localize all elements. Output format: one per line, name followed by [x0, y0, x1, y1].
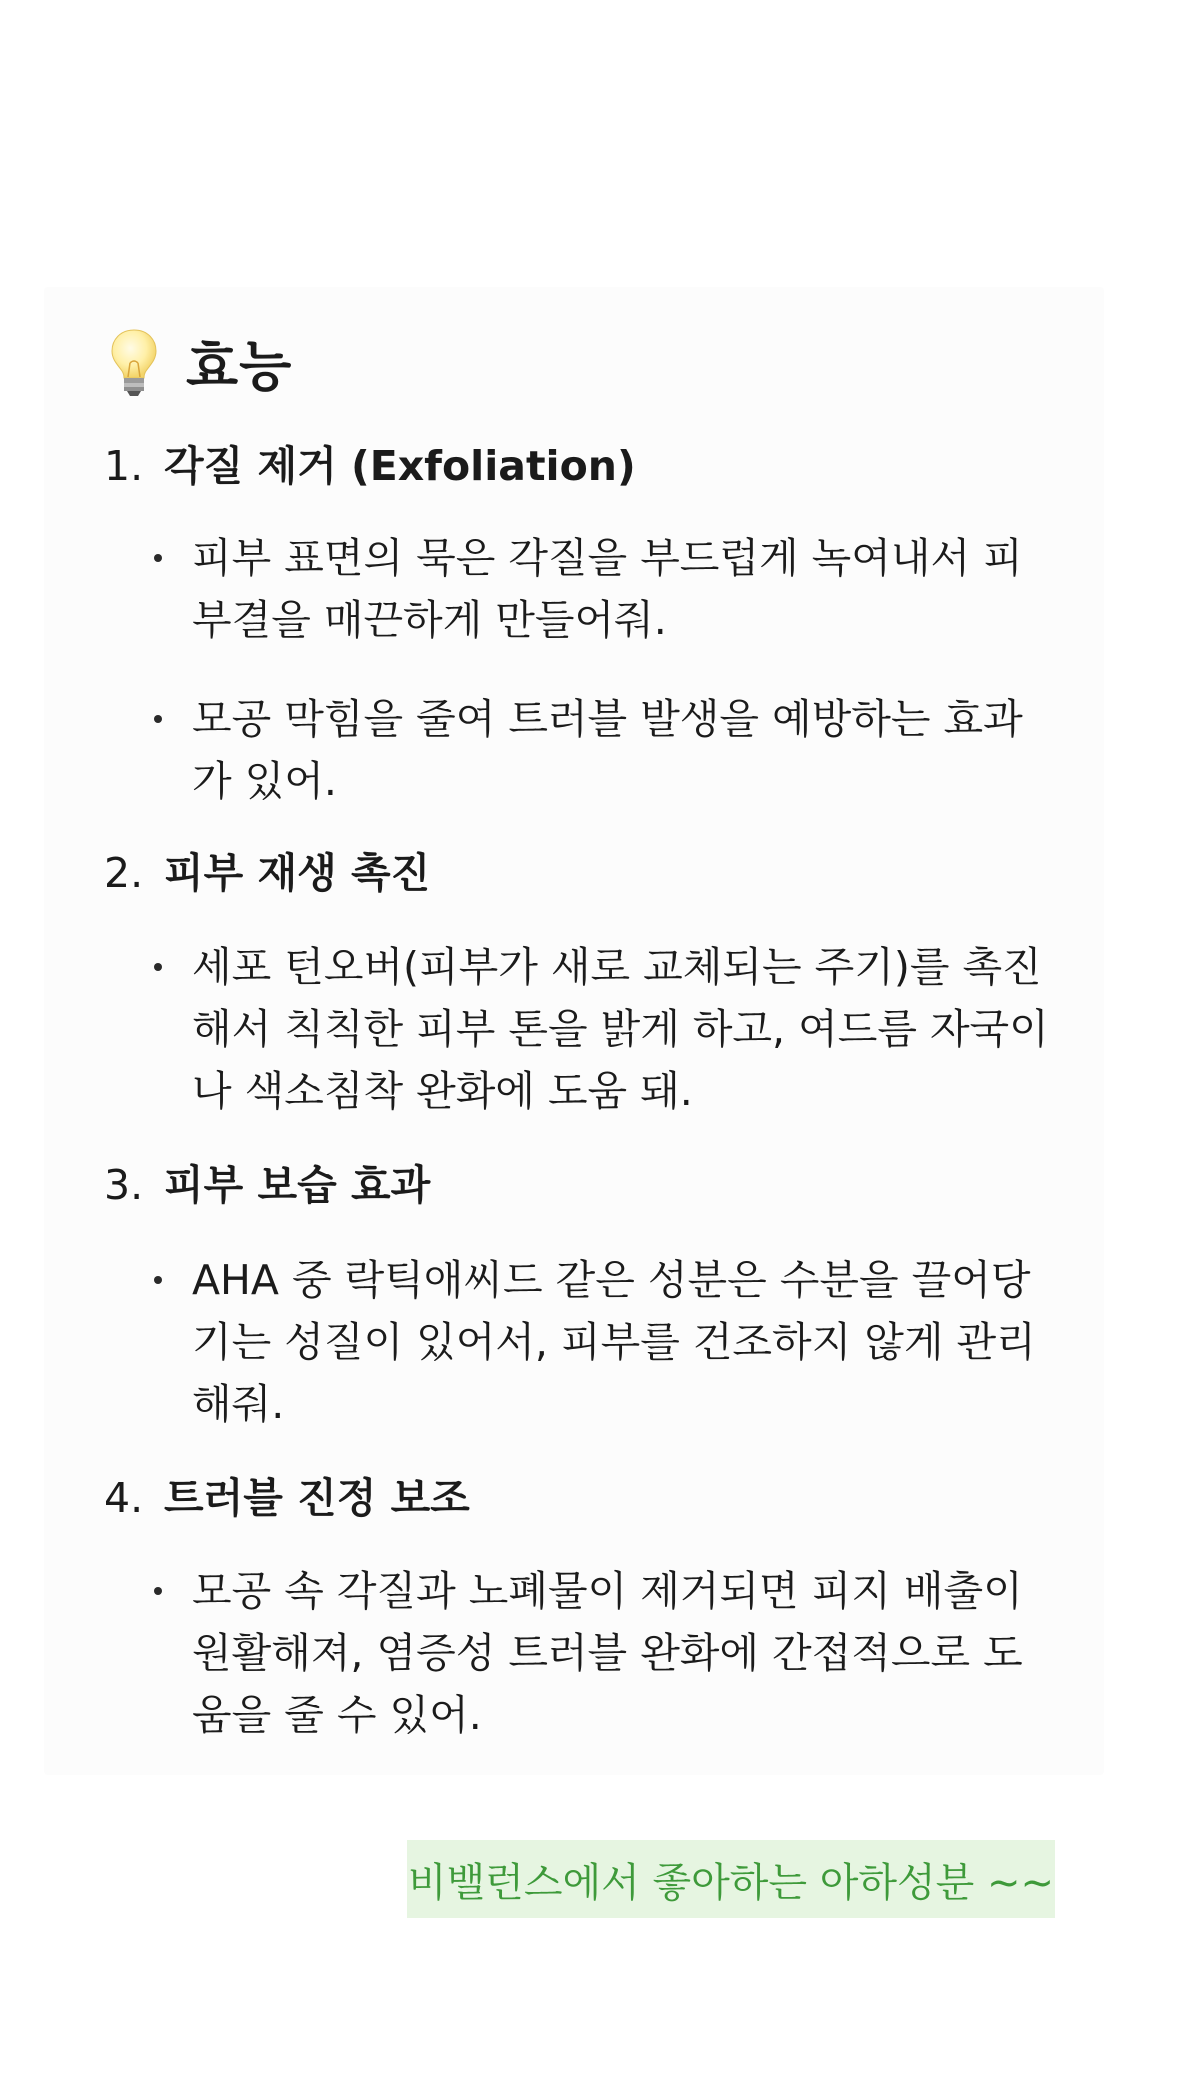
text-line: 피부 표면의 묵은 각질을 부드럽게 녹여내서 피 [192, 534, 1023, 582]
bullet-dot [154, 1276, 162, 1284]
section-number: 4. [104, 1474, 144, 1522]
bullet-dot [154, 554, 162, 562]
bullet-dot [154, 1587, 162, 1595]
text-line: 모공 막힘을 줄여 트러블 발생을 예방하는 효과 [192, 695, 1023, 743]
bullet-dot [154, 963, 162, 971]
text-line: 기는 성질이 있어서, 피부를 건조하지 않게 관리 [192, 1318, 1036, 1366]
text-line: AHA 중 락틱애씨드 같은 성분은 수분을 끌어당 [192, 1256, 1031, 1304]
text-line: 해줘. [192, 1380, 285, 1428]
lightbulb-icon [108, 327, 160, 397]
bullet-dot [154, 715, 162, 723]
section-number: 1. [104, 442, 144, 490]
text-line: 움을 줄 수 있어. [192, 1691, 482, 1739]
section-title-4 [104, 1468, 470, 1528]
text-line: 부결을 매끈하게 만들어줘. [192, 596, 667, 644]
section-title-text: 트러블 진정 보조 [164, 1474, 470, 1522]
section-title-2 [104, 843, 430, 903]
text-line: 가 있어. [192, 757, 337, 805]
section-title-1 [104, 436, 636, 496]
text-line: 세포 턴오버(피부가 새로 교체되는 주기)를 촉진 [192, 943, 1042, 991]
highlight-banner: 비밸런스에서 좋아하는 아하성분 ~~ [407, 1840, 1055, 1918]
section-heading [108, 322, 292, 402]
section-title-text: 피부 재생 촉진 [164, 849, 431, 897]
section-title-text: 피부 보습 효과 [164, 1161, 431, 1209]
text-line: 모공 속 각질과 노폐물이 제거되면 피지 배출이 [192, 1567, 1023, 1615]
heading-title: 효능 [186, 334, 293, 398]
section-number: 2. [104, 849, 144, 897]
text-line: 해서 칙칙한 피부 톤을 밝게 하고, 여드름 자국이 [192, 1005, 1049, 1053]
text-line: 원활해져, 염증성 트러블 완화에 간접적으로 도 [192, 1629, 1023, 1677]
section-title-3 [104, 1155, 430, 1215]
text-line: 나 색소침착 완화에 도움 돼. [192, 1067, 693, 1115]
section-title-text: 각질 제거 (Exfoliation) [164, 442, 636, 490]
section-number: 3. [104, 1161, 144, 1209]
